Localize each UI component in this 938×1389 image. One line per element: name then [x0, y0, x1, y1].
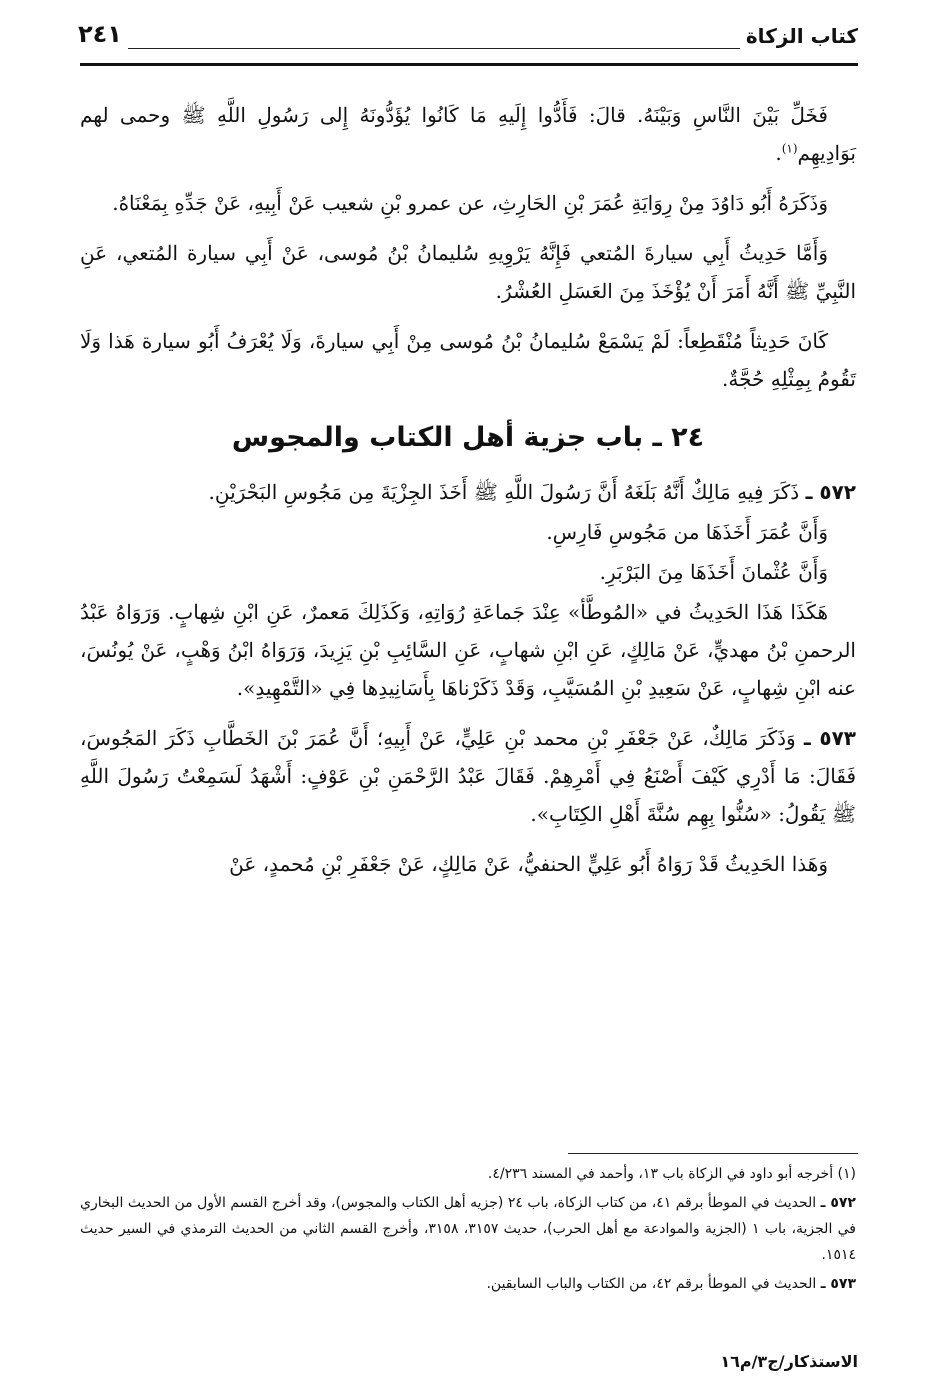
paragraph-6: وَهَذا الحَدِيثُ قَدْ رَوَاهُ أَبُو عَلِيٍّ الحنفيُّ، عَنْ مَالِكٍ، عَنْ جَعْفَرِ بْنِ مُحمدٍ، عَنْ: [229, 852, 828, 877]
paragraph-5: هَكَذَا هَذَا الحَدِيثُ في «المُوطَّأ» عِنْدَ جَماعَةِ رُوَاتِهِ، وَكَذَلِكَ مَعمرٌ، عَنِ ابْنِ شِهابٍ. وَرَوَاهُ عَبْدُ الرحمنِ بْنُ مهديٍّ، عَنْ مَالِكٍ، عَنِ ابْنِ شهابٍ، عَنِ السَّائِبِ بْنِ يَزِيدَ، وَرَوَاهُ ابْنُ وَهْبٍ، عَنْ يُونُسَ، عنه ابْنِ شِهابٍ، عَنْ سَعِيدِ بْنِ المُسَيَّبِ، وَقَدْ ذَكَرْناهَا بِأَسَانِيدِها فِي «التَّمْهِيدِ».: [80, 600, 856, 701]
footnote-1: (١) أخرجه أبو داود في الزكاة باب ١٣، وأحمد في المسند ٤/٢٣٦.: [487, 1166, 856, 1182]
running-header: [78, 18, 858, 58]
hadith-572-line-a: وَأَنَّ عُمَرَ أَخَذَهَا من مَجُوسِ فَارِسِ.: [546, 520, 828, 545]
paragraph-3: وَأَمَّا حَدِيثُ أَبِي سيارةَ المُتعي فَإِنَّهُ يَرْوِيهِ سُليمانُ بْنُ مُوسى، عَنْ أَبِي سيارة المُتعي، عَنِ النَّبِيِّ ﷺ أَنَّهُ أَمَرَ أَنْ يُؤْخَذَ مِنَ العَسَلِ العُشْرُ.: [80, 241, 856, 303]
hadith-572-number: ٥٧٢ ـ: [805, 480, 856, 505]
paragraph-1-end: .: [775, 141, 782, 165]
main-text: [80, 96, 856, 895]
hadith-573-number: ٥٧٣ ـ: [803, 726, 856, 751]
footnote-573-number: ٥٧٣ ـ: [820, 1275, 856, 1292]
footnotes: [80, 1162, 856, 1300]
hadith-573: [80, 719, 856, 833]
hadith-572: [80, 473, 856, 511]
printer-signature: الاستذكار/ج٣/م١٦: [720, 1352, 858, 1371]
footnote-marker-1: (١): [781, 141, 798, 156]
paragraph-1-text: فَخَلِّ بَيْنَ النَّاسِ وَبَيْنَهُ. قالَ: فَأَدُّوا إِلَيهِ مَا كَانُوا يُؤَدُّونَهُ إِلى رَسُولِ اللَّهِ ﷺ وحمى لهم بَوَادِيهِم: [80, 103, 856, 165]
paragraph-2: وَذَكَرَهُ أَبُو دَاوُدَ مِنْ رِوَايَةِ عُمَرَ بْنِ الحَارِثِ، عن عمرو بْنِ شعيب عَنْ أَبِيهِ، عَنْ جَدِّهِ بِمَعْنَاهُ.: [112, 191, 828, 215]
page-number: ٢٤١: [78, 20, 122, 48]
paragraph-1: [80, 96, 856, 172]
header-rule: [128, 48, 740, 49]
hadith-572-line-b: وَأَنَّ عُثْمانَ أَخَذَهَا مِنَ البَرْبَرِ.: [599, 560, 828, 585]
paragraph-4: كَانَ حَدِيثاً مُنْقَطِعاً: لَمْ يَسْمَعْ سُليمانُ بْنُ مُوسى مِنْ أَبِي سيارةَ، وَلَا يُعْرَفُ أَبُو سيارة هَذا وَلَا تَقُومُ بِمِثْلِهِ حُجَّةٌ.: [80, 329, 856, 391]
section-title: ٢٤ ـ باب جزية أهل الكتاب والمجوس: [231, 422, 705, 453]
footnote-572-number: ٥٧٢ ـ: [820, 1194, 856, 1211]
header-divider: [80, 63, 858, 66]
footnote-573: [80, 1272, 856, 1298]
hadith-573-text: وَذَكَرَ مَالِكٌ، عَنْ جَعْفَرِ بْنِ محمد بْنِ عَلِيٍّ، عَنْ أَبِيهِ؛ أَنَّ عُمَرَ بْنَ الخَطَّابِ ذَكَرَ المَجُوسَ، فَقَالَ: مَا أَدْرِي كَيْفَ أَصْنَعُ فِي أَمْرِهِمْ. فَقَالَ عَبْدُ الرَّحْمَنِ بْنِ عَوْفٍ: أَشْهَدُ لَسَمِعْتُ رَسُولَ اللَّهِ ﷺ يَقُولُ: «سُنُّوا بِهِم سُنَّةَ أَهْلِ الكِتَابِ».: [80, 726, 856, 827]
footnote-divider: [568, 1153, 858, 1154]
footnote-572-text: الحديث في الموطأ برقم ٤١، من كتاب الزكاة، باب ٢٤ (جزيه أهل الكتاب والمجوس)، وقد أخرج القسم الأول من الحديث البخاري في الجزية، باب ١ (الجزية والموادعة مع أهل الحرب)، حديث ٣١٥٧، ٣١٥٨، وأخرج القسم الثاني من الحديث الترمذي في السير حديث ١٥١٤.: [80, 1194, 856, 1263]
footnote-573-text: الحديث في الموطأ برقم ٤٢، من الكتاب والباب السابقين.: [486, 1275, 817, 1292]
hadith-572-text: ذَكَرَ فِيهِ مَالِكٌ أَنَّهُ بَلَغَهُ أَنَّ رَسُولَ اللَّهِ ﷺ أَخَذَ الجِزْيَةَ مِن مَجُوسِ البَحْرَيْنِ.: [208, 480, 800, 505]
footnote-572: [80, 1191, 856, 1269]
book-title: كتاب الزكاة: [745, 24, 858, 48]
